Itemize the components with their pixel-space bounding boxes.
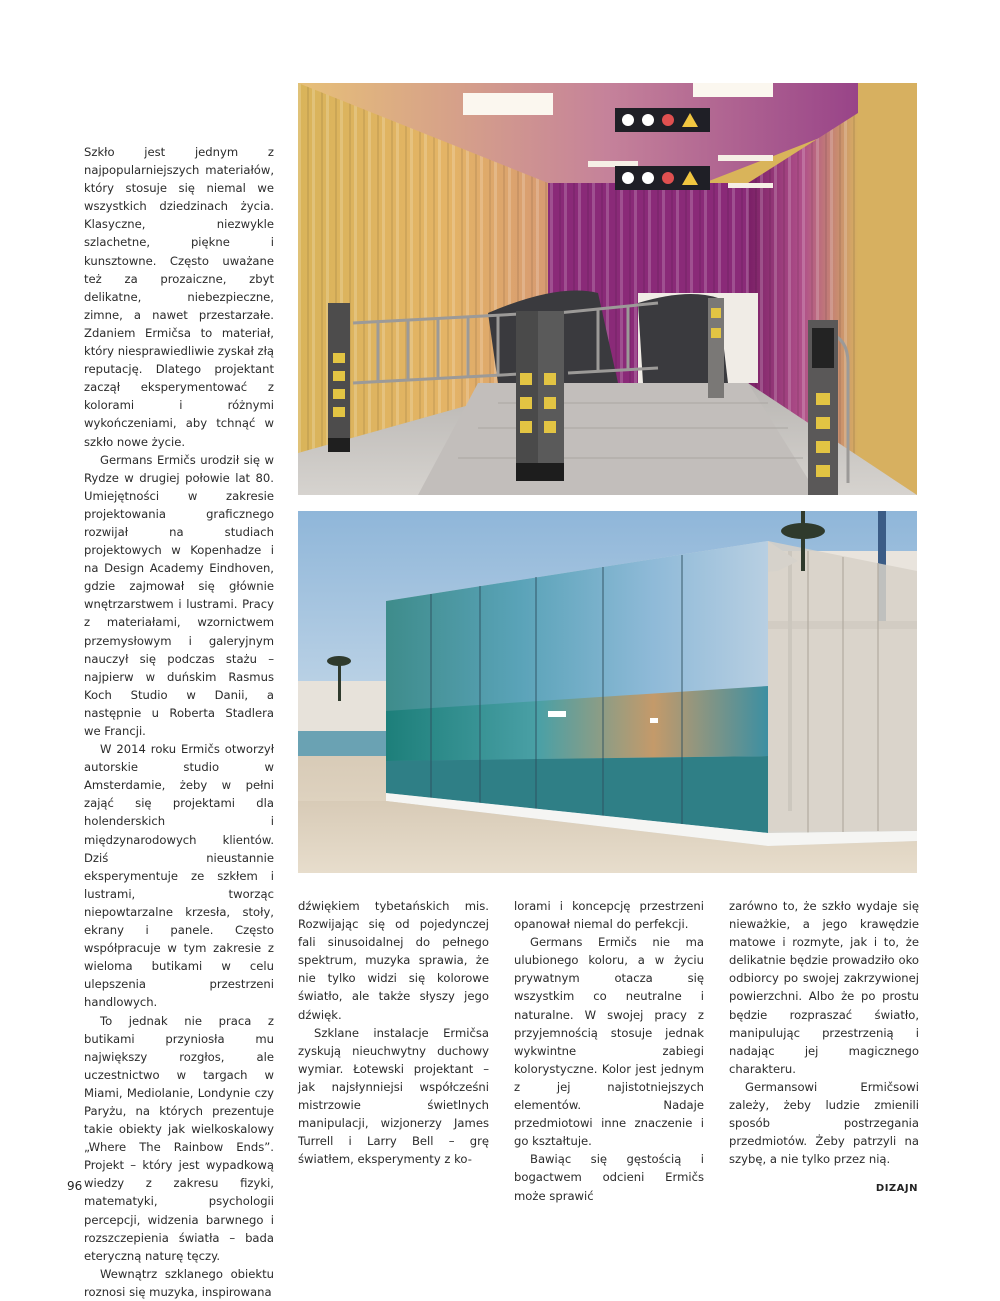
paragraph: zarówno to, że szkło wydaje się nieważkie, a jego krawędzie matowe i rozmyte, jak i to, że delikatnie będzie prowadziło oko odbiorcy po swojej zakrzywionej powierzchni. Albo że po prostu będzie rozpraszać światło, manipulując przestrzenią i nadając jej magicznego charakteru. [729,899,919,1076]
photo-escalator-passage [298,83,917,495]
paragraph: To jednak nie praca z butikami przyniosła mu największy rozgłos, ale uczestnictwo w targach w Miami, Mediolanie, Londynie czy Paryżu, na których prezentuje takie obiekty jak wielkoskalowy „Where The Rainbow Ends”. Projekt – który jest wypadkową wiedzy z zakresu fizyki, matematyki, psychologii percepcji, widzenia barwnego i rozszczepienia światła – bada eteryczną naturę tęczy. [84,1013,274,1263]
paragraph: Germansowi Ermičsowi zależy, żeby ludzie zmienili sposób postrzegania przedmiotów. Żeby patrzyli na szybę, a nie tylko przez nią. [729,1079,919,1167]
section-title: DIZAJN [875,1183,918,1194]
paragraph: Germans Ermičs urodził się w Rydze w drugiej połowie lat 80. Umiejętności w zakresie projektowania graficznego rozwijał na studiach projektowych w Kopenhadze i na Design Academy Eindhoven, gdzie zajmował się głównie wnętrzarstwem i lustrami. Pracy z materiałami, wzornictwem przemysłowym i galeryjnym nauczył się podczas stażu – najpierw w duńskim Rasmus Koch Studio w Danii, a następnie u Roberta Stadlera we Francji. [84,452,274,738]
paragraph: Germans Ermičs nie ma ulubionego koloru, a w życiu prywatnym otacza się wszystkim co neutralne i naturalne. W swojej pracy z przyjemnością stosuje jednak wykwintne zabiegi kolorystyczne. Kolor jest jednym z jej najistotniejszych elementów. Nadaje przedmiotowi inne znaczenie i go kształtuje. [514,935,704,1149]
article-column-3 [514,897,704,1205]
paragraph: Szklane instalacje Ermičsa zyskują nieuchwytny duchowy wymiar. Łotewski projektant – jak najsłynniejsi współcześni mistrzowie świetlnych manipulacji, wizjonerzy James Turrell i Larry Bell – grę światłem, eksperymenty z ko- [298,1025,489,1167]
photo-mirror-pavilion [298,511,917,873]
paragraph: Bawiąc się gęstością i bogactwem odcieni Ermičs może sprawić [514,1152,704,1203]
article-column-4 [729,897,919,1168]
paragraph: Szkło jest jednym z najpopularniejszych materiałów, który stosuje się niemal we wszystkich dziedzinach życia. Klasyczne, niezwykle szlachetne, piękne i kunsztowne. Często uważane też za prozaiczne, zbyt delikatne, niebezpieczne, zimne, a nawet przestarzałe. Zdaniem Ermičsa to materiał, który niesprawiedliwie zyskał złą reputację. Dlatego projektant zaczął eksperymentować z kolorami i różnymi wykończeniami, aby tchnąć w szkło nowe życie. [84,145,274,449]
paragraph: W 2014 roku Ermičs otworzył autorskie studio w Amsterdamie, żeby w pełni zająć się projektami dla holenderskich i międzynarodowych klientów. Dziś nieustannie eksperymentuje ze szkłem i lustrami, tworząc niepowtarzalne krzesła, stoły, ekrany i panele. Często współpracuje w tym zakresie z wieloma butikami w celu ulepszenia przestrzeni handlowych. [84,742,274,1010]
paragraph: lorami i koncepcję przestrzeni opanował niemal do perfekcji. [514,899,704,932]
paragraph: Wewnątrz szklanego obiektu roznosi się muzyka, inspirowana [84,1266,274,1299]
page-number: 96 [67,1179,83,1193]
article-column-1 [84,143,274,1301]
article-column-2 [298,897,489,1168]
paragraph: dźwiękiem tybetańskich mis. Rozwijając się od pojedynczej fali sinusoidalnej do pełnego spektrum, muzyka sprawia, że nie tylko widzi się kolorowe światło, ale także słyszy jego dźwięk. [298,899,489,1022]
